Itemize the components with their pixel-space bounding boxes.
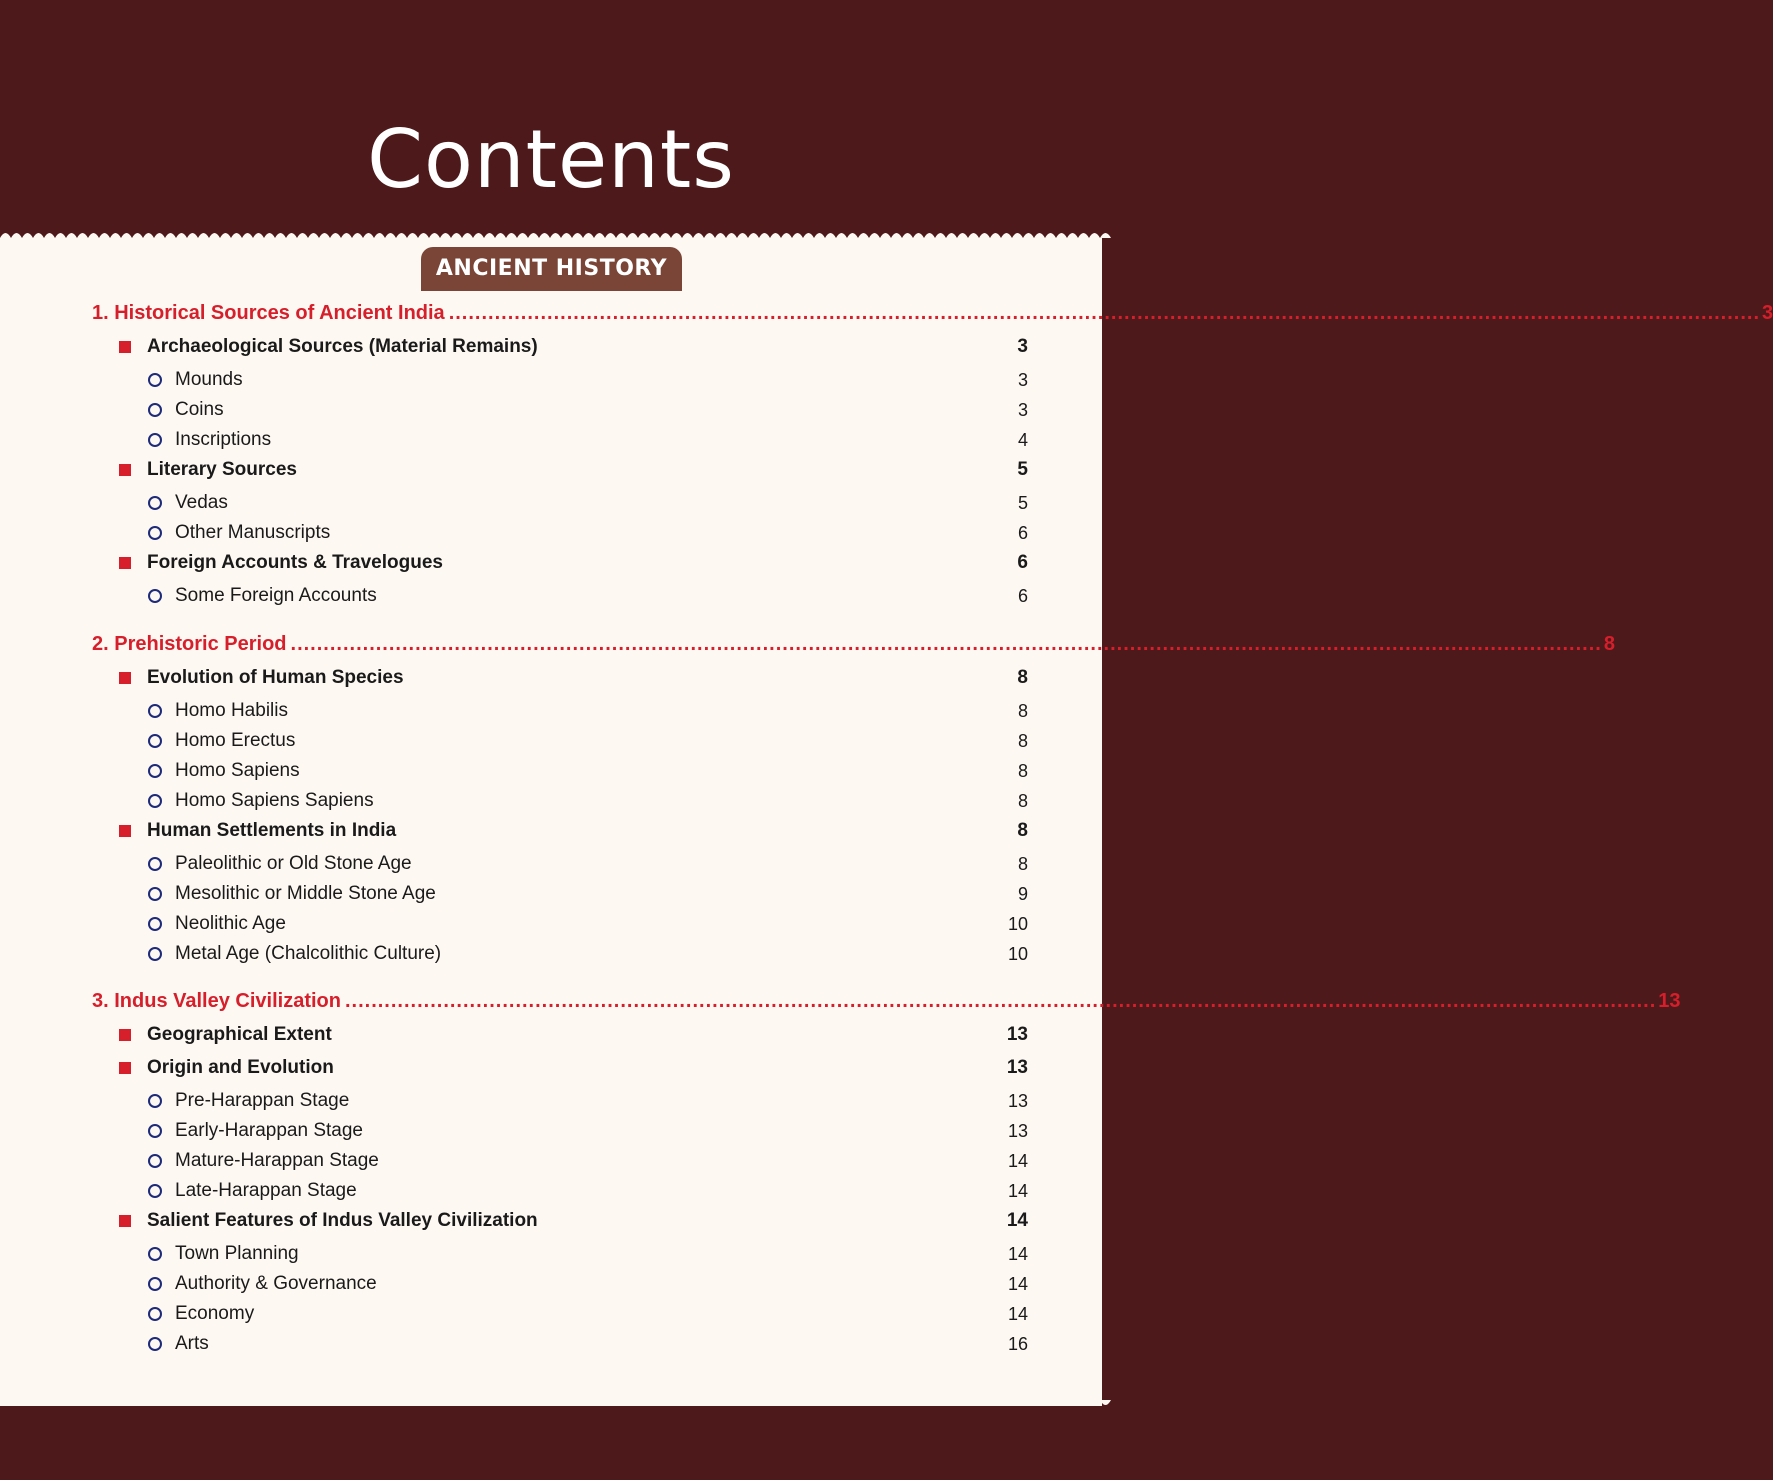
subsection-title[interactable]: Arts (175, 1333, 209, 1354)
subsection-page-number: 4 (1017, 430, 1028, 450)
subsection-title[interactable]: Metal Age (Chalcolithic Culture) (175, 943, 442, 964)
footer-band (0, 1408, 1102, 1480)
subsection-page-number: 8 (1017, 701, 1028, 721)
circle-bullet-icon (148, 1307, 162, 1321)
section-page-number: 13 (1006, 1024, 1028, 1045)
section-page-number: 6 (1017, 552, 1028, 573)
section-tab-ancient-history: ANCIENT HISTORY (421, 247, 682, 290)
red-square-bullet-icon (119, 557, 131, 569)
section-page-number: 13 (1006, 1057, 1028, 1078)
chapter-entry[interactable] (92, 986, 1681, 1016)
chapter-title: 2. Prehistoric Period (92, 633, 287, 655)
subsection-title[interactable]: Inscriptions (175, 429, 272, 450)
subsection-page-number: 16 (1007, 1334, 1028, 1354)
red-square-bullet-icon (119, 1062, 131, 1074)
subsection-title[interactable]: Authority & Governance (175, 1273, 377, 1294)
circle-bullet-icon (148, 917, 162, 931)
red-square-bullet-icon (119, 464, 131, 476)
subsection-title[interactable]: Early-Harappan Stage (175, 1120, 363, 1141)
page-title: Contents (367, 113, 735, 206)
subsection-page-number: 13 (1007, 1121, 1028, 1141)
chapter-page-number: 3 (1762, 302, 1773, 324)
subsection-title[interactable]: Mounds (175, 369, 243, 390)
section-title[interactable]: Origin and Evolution (147, 1057, 334, 1078)
subsection-page-number: 14 (1007, 1244, 1028, 1264)
circle-bullet-icon (148, 589, 162, 603)
subsection-title[interactable]: Homo Erectus (175, 730, 296, 751)
circle-bullet-icon (148, 764, 162, 778)
subsection-page-number: 6 (1017, 523, 1028, 543)
subsection-title[interactable]: Economy (175, 1303, 255, 1324)
circle-bullet-icon (148, 1337, 162, 1351)
red-square-bullet-icon (119, 341, 131, 353)
circle-bullet-icon (148, 1094, 162, 1108)
subsection-page-number: 10 (1007, 944, 1028, 964)
chapter-title: 1. Historical Sources of Ancient India (92, 302, 445, 324)
section-title[interactable]: Geographical Extent (147, 1024, 332, 1045)
section-title[interactable]: Foreign Accounts & Travelogues (147, 552, 443, 573)
subsection-page-number: 14 (1007, 1304, 1028, 1324)
circle-bullet-icon (148, 526, 162, 540)
red-square-bullet-icon (119, 1029, 131, 1041)
subsection-page-number: 3 (1017, 400, 1028, 420)
red-square-bullet-icon (119, 1215, 131, 1227)
subsection-title[interactable]: Neolithic Age (175, 913, 286, 934)
circle-bullet-icon (148, 1184, 162, 1198)
subsection-page-number: 14 (1007, 1274, 1028, 1294)
subsection-page-number: 10 (1007, 914, 1028, 934)
subsection-title[interactable]: Mature-Harappan Stage (175, 1150, 379, 1171)
chapter-entry[interactable] (92, 629, 1615, 659)
subsection-title[interactable]: Late-Harappan Stage (175, 1180, 357, 1201)
circle-bullet-icon (148, 1124, 162, 1138)
subsection-page-number: 3 (1017, 370, 1028, 390)
section-page-number: 14 (1006, 1210, 1028, 1231)
circle-bullet-icon (148, 433, 162, 447)
circle-bullet-icon (148, 1154, 162, 1168)
circle-bullet-icon (148, 1247, 162, 1261)
scallop-top-edge (0, 228, 1102, 238)
subsection-page-number: 8 (1017, 854, 1028, 874)
section-page-number: 8 (1017, 820, 1028, 841)
dot-leader: ........................................................................................................................................................................................................ (290, 633, 1602, 655)
subsection-title[interactable]: Vedas (175, 492, 228, 513)
section-title[interactable]: Archaeological Sources (Material Remains) (147, 336, 538, 357)
section-page-number: 5 (1017, 459, 1028, 480)
chapter-page-number: 8 (1603, 633, 1615, 655)
subsection-page-number: 6 (1017, 586, 1028, 606)
subsection-title[interactable]: Pre-Harappan Stage (175, 1090, 350, 1111)
section-title[interactable]: Literary Sources (147, 459, 297, 480)
red-square-bullet-icon (119, 672, 131, 684)
subsection-title[interactable]: Some Foreign Accounts (175, 585, 377, 606)
subsection-page-number: 8 (1017, 731, 1028, 751)
subsection-title[interactable]: Homo Habilis (175, 700, 288, 721)
circle-bullet-icon (148, 947, 162, 961)
subsection-title[interactable]: Paleolithic or Old Stone Age (175, 853, 412, 874)
dot-leader: ........................................................................................................................................................................................................ (448, 302, 1761, 324)
circle-bullet-icon (148, 496, 162, 510)
subsection-page-number: 8 (1017, 791, 1028, 811)
subsection-title[interactable]: Homo Sapiens (175, 760, 300, 781)
circle-bullet-icon (148, 403, 162, 417)
circle-bullet-icon (148, 704, 162, 718)
subsection-title[interactable]: Other Manuscripts (175, 522, 331, 543)
section-tab-underline (421, 289, 682, 291)
circle-bullet-icon (148, 794, 162, 808)
chapter-page-number: 13 (1658, 990, 1681, 1012)
section-title[interactable]: Human Settlements in India (147, 820, 397, 841)
subsection-title[interactable]: Mesolithic or Middle Stone Age (175, 883, 436, 904)
subsection-page-number: 5 (1017, 493, 1028, 513)
section-page-number: 3 (1017, 336, 1028, 357)
subsection-title[interactable]: Homo Sapiens Sapiens (175, 790, 374, 811)
red-square-bullet-icon (119, 825, 131, 837)
subsection-title[interactable]: Coins (175, 399, 224, 420)
circle-bullet-icon (148, 887, 162, 901)
subsection-page-number: 14 (1007, 1181, 1028, 1201)
subsection-title[interactable]: Town Planning (175, 1243, 299, 1264)
chapter-entry[interactable] (92, 298, 1773, 328)
subsection-page-number: 9 (1017, 884, 1028, 904)
circle-bullet-icon (148, 1277, 162, 1291)
subsection-page-number: 8 (1017, 761, 1028, 781)
chapter-title: 3. Indus Valley Civilization (92, 990, 341, 1012)
section-page-number: 8 (1017, 667, 1028, 688)
subsection-page-number: 13 (1007, 1091, 1028, 1111)
dot-leader: ........................................................................................................................................................................................................ (344, 990, 1657, 1012)
circle-bullet-icon (148, 373, 162, 387)
circle-bullet-icon (148, 857, 162, 871)
subsection-page-number: 14 (1007, 1151, 1028, 1171)
section-title[interactable]: Salient Features of Indus Valley Civilization (147, 1210, 538, 1231)
circle-bullet-icon (148, 734, 162, 748)
section-title[interactable]: Evolution of Human Species (147, 667, 404, 688)
